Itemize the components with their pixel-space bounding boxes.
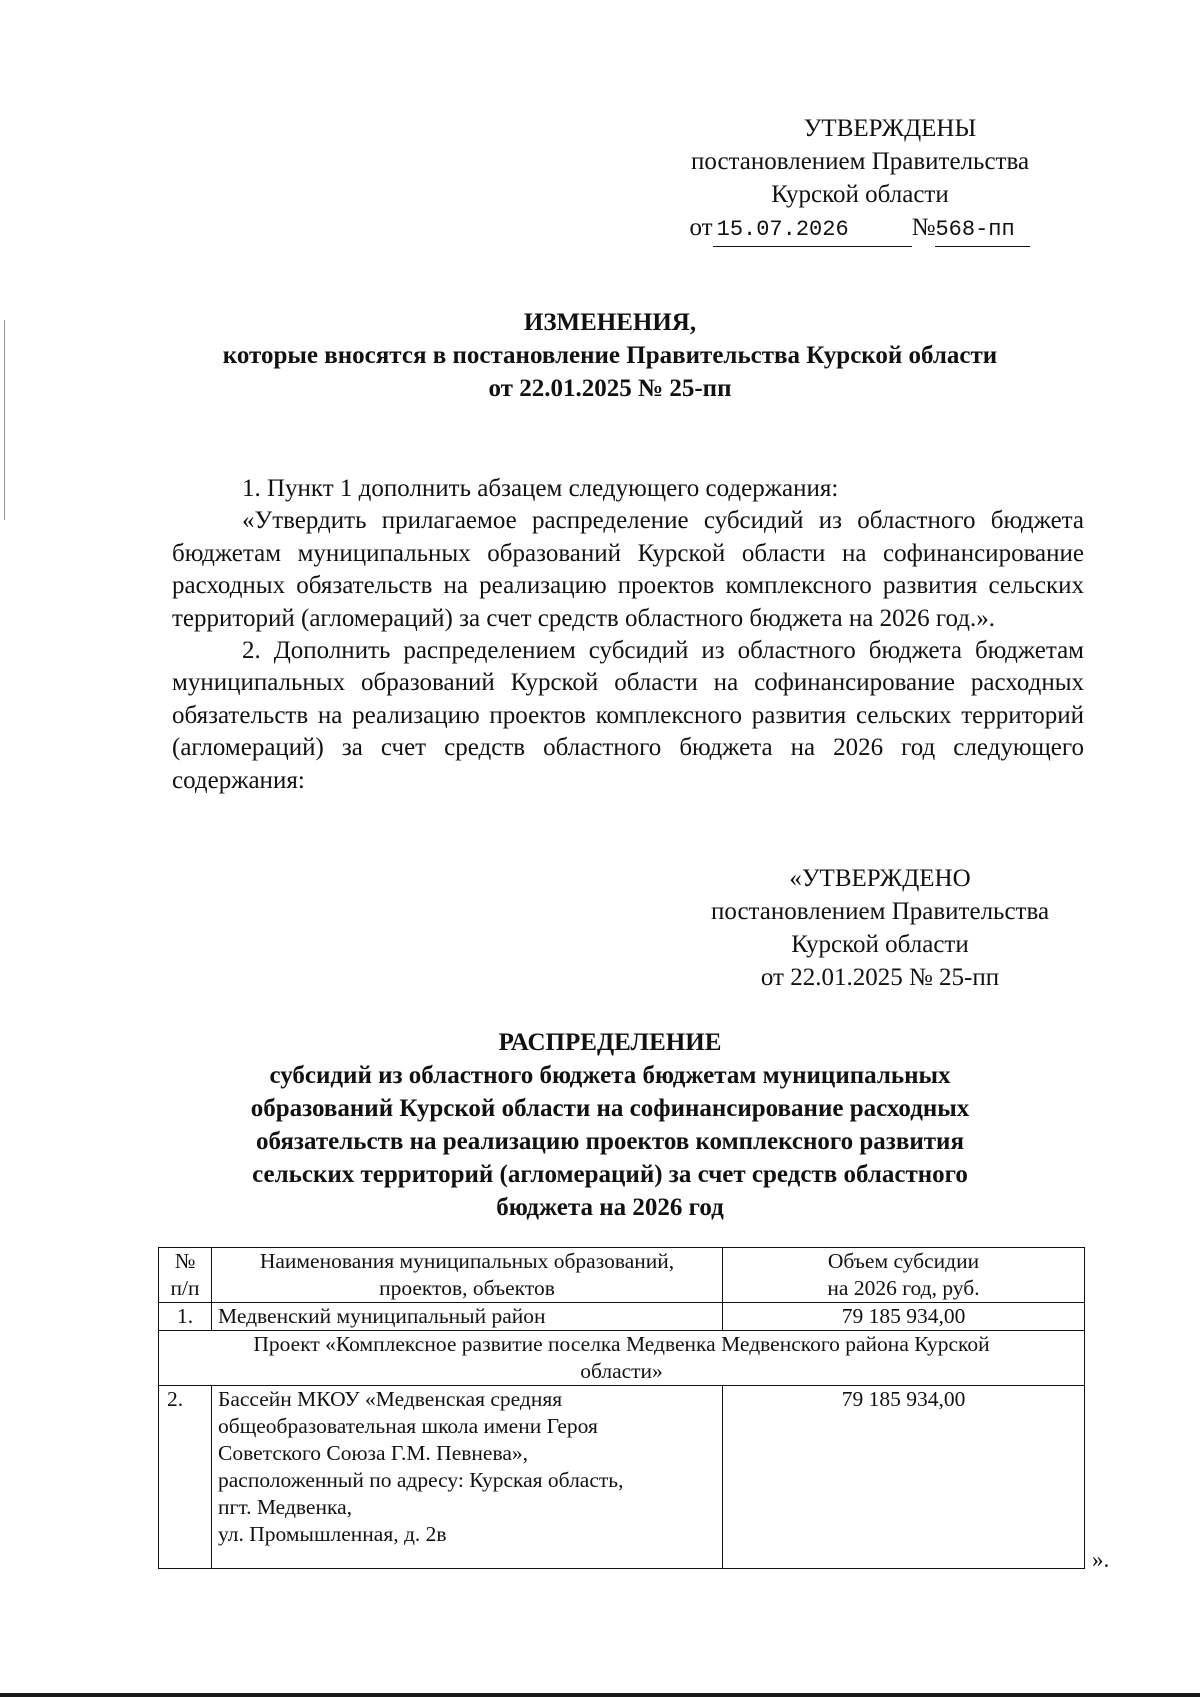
project-line-2: области» bbox=[580, 1359, 663, 1383]
table-row bbox=[159, 1303, 1085, 1331]
row2-name-line-6: ул. Промышленная, д. 2в bbox=[218, 1522, 447, 1546]
approval2-line-2: постановлением Правительства bbox=[710, 898, 1050, 925]
approval-heading: УТВЕРЖДЕНЫ bbox=[803, 115, 977, 142]
row1-number: 1. bbox=[159, 1303, 212, 1331]
approval2-line-4: от 22.01.2025 № 25-пп bbox=[760, 964, 1000, 991]
distribution-line-5: бюджета на 2026 год bbox=[496, 1194, 724, 1221]
paragraph-1: 1. Пункт 1 дополнить абзацем следующего содержания: bbox=[242, 475, 839, 502]
approval2-line-3: Курской области bbox=[791, 931, 969, 958]
row1-name: Медвенский муниципальный район bbox=[212, 1303, 723, 1331]
approval-stamp bbox=[640, 112, 1080, 247]
project-cell bbox=[159, 1331, 1085, 1386]
approval-date-line bbox=[640, 211, 1080, 247]
number-prefix: № bbox=[911, 214, 936, 241]
approval-stamp-2 bbox=[680, 862, 1080, 994]
scan-edge-left bbox=[4, 320, 5, 520]
approval2-heading: «УТВЕРЖДЕНО bbox=[789, 865, 971, 892]
row2-number: 2. bbox=[159, 1386, 212, 1569]
project-row bbox=[159, 1331, 1085, 1386]
header-number-line-2: п/п bbox=[170, 1276, 200, 1300]
table-row bbox=[159, 1386, 1085, 1569]
paragraph-2: «Утвердить прилагаемое распределение субсидий из областного бюджета бюджетам муниципальных образований Курской области на софинансирование расходных обязательств на реализацию проектов комплексного развития сельских территорий (агломераций) за счет средств областного бюджета на 2026 год.». bbox=[172, 507, 1084, 632]
closing-quote: ». bbox=[1092, 1547, 1110, 1572]
header-number bbox=[159, 1248, 212, 1303]
approval-line-3: Курской области bbox=[771, 181, 949, 208]
date-prefix: от bbox=[689, 214, 713, 241]
row2-name-line-1: Бассейн МКОУ «Медвенская средняя bbox=[218, 1387, 563, 1411]
header-amount-line-2: на 2026 год, руб. bbox=[827, 1276, 980, 1300]
header-amount bbox=[723, 1248, 1085, 1303]
date-value: 15.07.2026 bbox=[713, 213, 912, 247]
row2-name-line-5: пгт. Медвенка, bbox=[218, 1495, 352, 1519]
body-text bbox=[172, 473, 1084, 797]
row2-name-line-4: расположенный по адресу: Курская область, bbox=[218, 1468, 624, 1492]
distribution-line-3: обязательств на реализацию проектов комплексного развития bbox=[256, 1128, 964, 1155]
distribution-line-4: сельских территорий (агломераций) за счет средств областного bbox=[252, 1161, 968, 1188]
row2-name-line-2: общеобразовательная школа имени Героя bbox=[218, 1414, 598, 1438]
changes-title-line-2: которые вносятся в постановление Правительства Курской области bbox=[222, 342, 998, 369]
row2-name-line-3: Советского Союза Г.М. Певнева», bbox=[218, 1441, 528, 1465]
header-number-line-1: № bbox=[174, 1249, 196, 1273]
distribution-table bbox=[158, 1247, 1085, 1569]
scan-edge-bottom bbox=[0, 1693, 1200, 1697]
changes-title-line-3: от 22.01.2025 № 25-пп bbox=[488, 375, 732, 402]
row2-amount: 79 185 934,00 bbox=[723, 1386, 1085, 1569]
number-value: 568-пп bbox=[935, 213, 1030, 247]
header-amount-line-1: Объем субсидии bbox=[827, 1249, 980, 1273]
project-line-1: Проект «Комплексное развитие поселка Медвенка Медвенского района Курской bbox=[253, 1332, 990, 1356]
changes-title bbox=[130, 306, 1090, 405]
distribution-title bbox=[130, 1026, 1090, 1224]
distribution-line-1: субсидий из областного бюджета бюджетам муниципальных bbox=[269, 1062, 951, 1089]
paragraph-3: 2. Дополнить распределением субсидий из областного бюджета бюджетам муниципальных образований Курской области на софинансирование расходных обязательств на реализацию проектов комплексного развития сельских территорий (агломераций) за счет средств областного бюджета на 2026 год следующего содержания: bbox=[172, 637, 1084, 794]
header-name-line-1: Наименования муниципальных образований, bbox=[259, 1249, 675, 1273]
row1-amount: 79 185 934,00 bbox=[723, 1303, 1085, 1331]
approval-line-2: постановлением Правительства bbox=[690, 148, 1030, 175]
changes-title-line-1: ИЗМЕНЕНИЯ, bbox=[523, 309, 697, 336]
header-name bbox=[212, 1248, 723, 1303]
table-header-row bbox=[159, 1248, 1085, 1303]
distribution-heading: РАСПРЕДЕЛЕНИЕ bbox=[498, 1029, 722, 1056]
header-name-line-2: проектов, объектов bbox=[379, 1276, 555, 1300]
row2-name bbox=[212, 1386, 723, 1569]
distribution-line-2: образований Курской области на софинансирование расходных bbox=[250, 1095, 970, 1122]
